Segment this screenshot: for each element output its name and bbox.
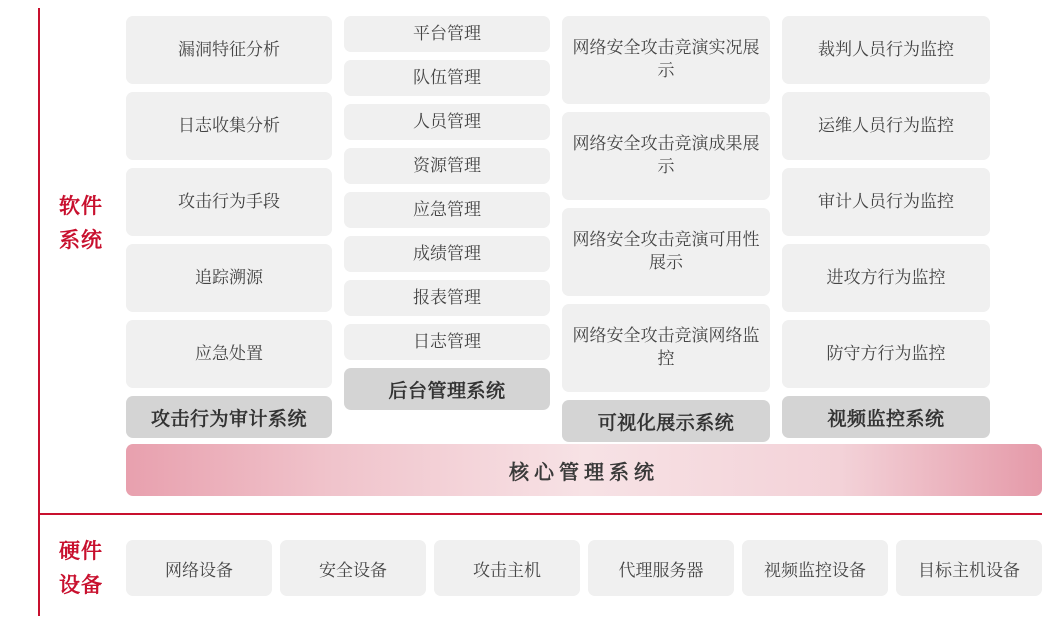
software-section-label [42, 190, 120, 258]
hardware-item[interactable]: 攻击主机 [434, 540, 580, 596]
module-item[interactable]: 审计人员行为监控 [782, 168, 990, 236]
software-columns [126, 16, 1042, 442]
module-item[interactable]: 进攻方行为监控 [782, 244, 990, 312]
system-column-video [782, 16, 990, 442]
module-item[interactable]: 队伍管理 [344, 60, 550, 96]
system-title[interactable]: 可视化展示系统 [562, 400, 770, 442]
module-item[interactable]: 运维人员行为监控 [782, 92, 990, 160]
software-label-line2: 系统 [59, 229, 103, 252]
module-item[interactable]: 人员管理 [344, 104, 550, 140]
hardware-item[interactable]: 视频监控设备 [742, 540, 888, 596]
vertical-axis-line [38, 8, 40, 616]
module-item[interactable]: 裁判人员行为监控 [782, 16, 990, 84]
module-item[interactable]: 日志管理 [344, 324, 550, 360]
module-item[interactable]: 追踪溯源 [126, 244, 332, 312]
horizontal-axis-line [38, 513, 1042, 515]
core-management-system-bar[interactable]: 核心管理系统 [126, 444, 1042, 496]
hardware-item[interactable]: 网络设备 [126, 540, 272, 596]
module-item[interactable]: 网络安全攻击竞演实况展示 [562, 16, 770, 104]
module-item[interactable]: 漏洞特征分析 [126, 16, 332, 84]
module-item[interactable]: 网络安全攻击竞演成果展示 [562, 112, 770, 200]
hardware-label-line1: 硬件 [59, 540, 103, 563]
module-item[interactable]: 日志收集分析 [126, 92, 332, 160]
module-item[interactable]: 应急管理 [344, 192, 550, 228]
system-title[interactable]: 后台管理系统 [344, 368, 550, 410]
hardware-item[interactable]: 安全设备 [280, 540, 426, 596]
system-column-visualization [562, 16, 770, 442]
hardware-item[interactable]: 代理服务器 [588, 540, 734, 596]
hardware-label-line2: 设备 [59, 574, 103, 597]
module-item[interactable]: 资源管理 [344, 148, 550, 184]
system-title[interactable]: 视频监控系统 [782, 396, 990, 438]
module-item[interactable]: 防守方行为监控 [782, 320, 990, 388]
system-title[interactable]: 攻击行为审计系统 [126, 396, 332, 438]
module-item[interactable]: 网络安全攻击竞演可用性展示 [562, 208, 770, 296]
module-item[interactable]: 平台管理 [344, 16, 550, 52]
software-label-line1: 软件 [59, 195, 103, 218]
hardware-device-row [126, 540, 1042, 596]
hardware-item[interactable]: 目标主机设备 [896, 540, 1042, 596]
module-item[interactable]: 攻击行为手段 [126, 168, 332, 236]
system-column-audit [126, 16, 332, 442]
hardware-section-label [42, 535, 120, 603]
system-column-backend [344, 16, 550, 442]
module-item[interactable]: 网络安全攻击竞演网络监控 [562, 304, 770, 392]
module-item[interactable]: 应急处置 [126, 320, 332, 388]
module-item[interactable]: 成绩管理 [344, 236, 550, 272]
module-item[interactable]: 报表管理 [344, 280, 550, 316]
